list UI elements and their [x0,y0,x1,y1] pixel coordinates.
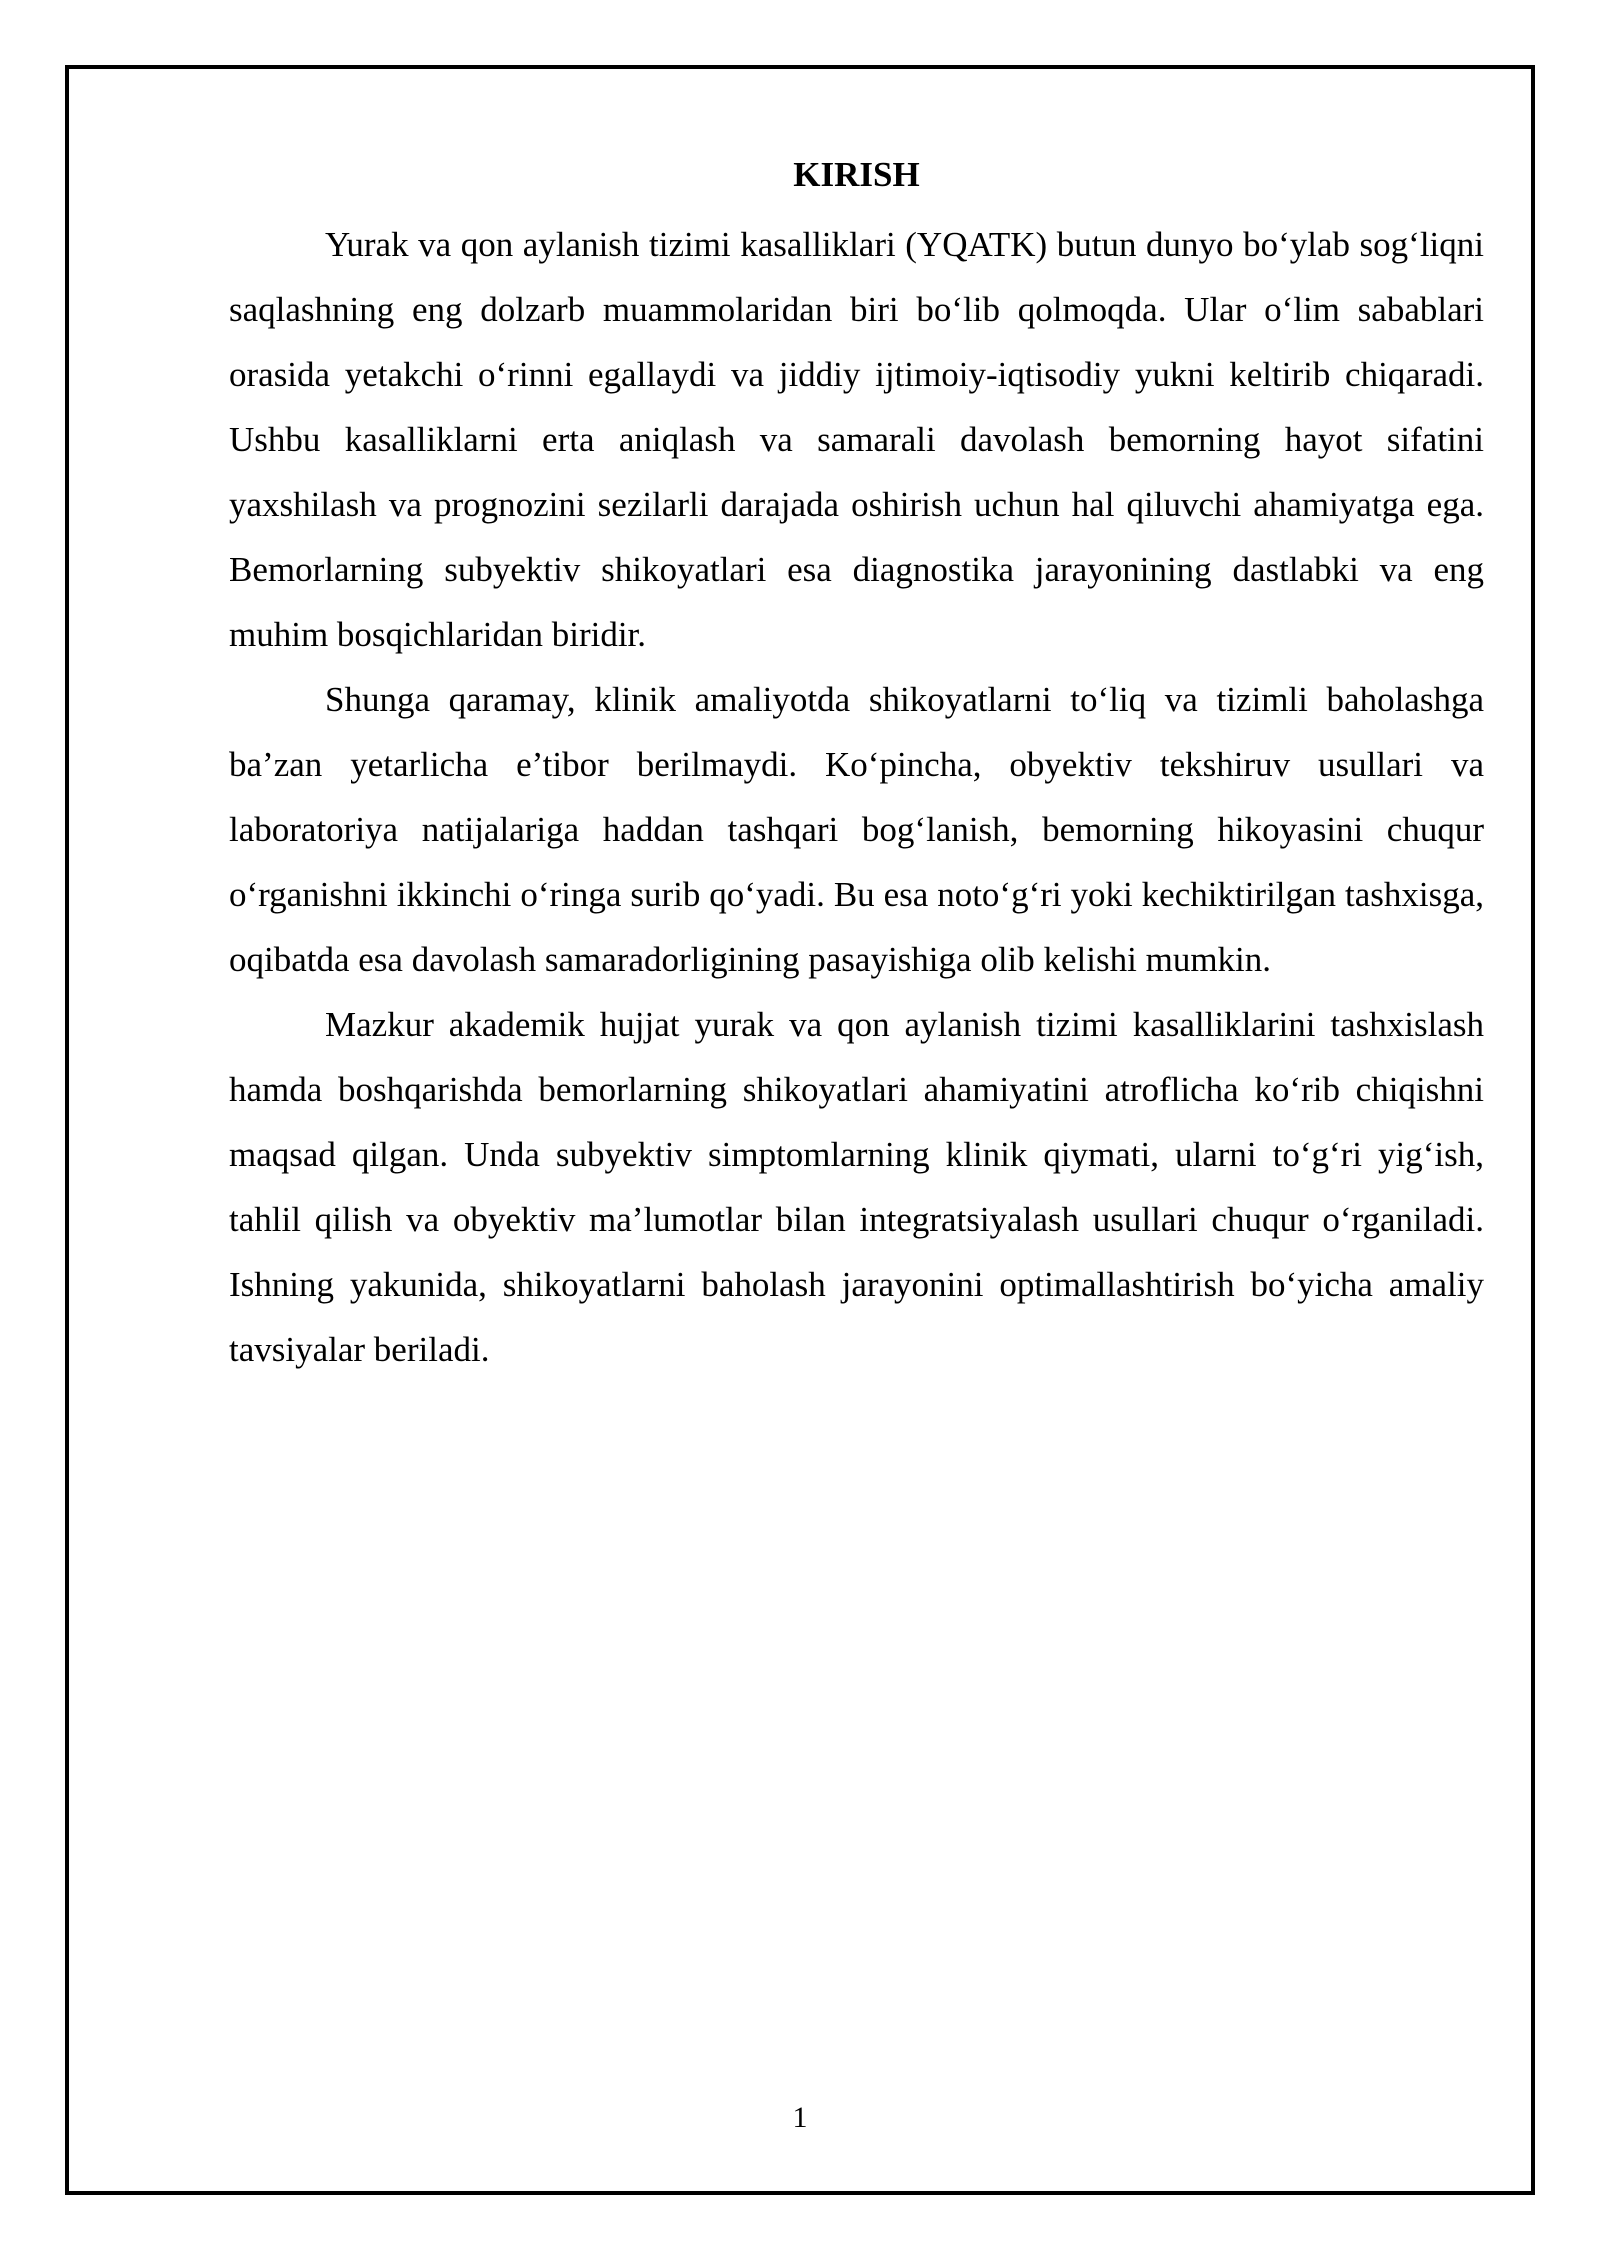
paragraph-1: Yurak va qon aylanish tizimi kasalliklari (YQATK) butun dunyo bo‘ylab sog‘liqni saqlashning eng dolzarb muammolaridan biri bo‘lib qolmoqda. Ular o‘lim sabablari orasida yetakchi o‘rinni egallaydi va jiddiy ijtimoiy-iqtisodiy yukni keltirib chiqaradi. Ushbu kasalliklarni erta aniqlash va samarali davolash bemorning hayot sifatini yaxshilash va prognozini sezilarli darajada oshirish uchun hal qiluvchi ahamiyatga ega. Bemorlarning subyektiv shikoyatlari esa diagnostika jarayonining dastlabki va eng muhim bosqichlaridan biridir. [229,225,1484,654]
paragraph-2: Shunga qaramay, klinik amaliyotda shikoyatlarni to‘liq va tizimli baholashga ba’zan yetarlicha e’tibor berilmaydi. Ko‘pincha, obyektiv tekshiruv usullari va laboratoriya natijalariga haddan tashqari bog‘lanish, bemorning hikoyasini chuqur o‘rganishni ikkinchi o‘ringa surib qo‘yadi. Bu esa noto‘g‘ri yoki kechiktirilgan tashxisga, oqibatda esa davolash samaradorligining pasayishiga olib kelishi mumkin. [229,680,1484,979]
page-title: KIRISH [793,155,920,194]
paragraph-3: Mazkur akademik hujjat yurak va qon aylanish tizimi kasalliklarini tashxislash hamda boshqarishda bemorlarning shikoyatlari ahamiyatini atroflicha ko‘rib chiqishni maqsad qilgan. Unda subyektiv simptomlarning klinik qiymati, ularni to‘g‘ri yig‘ish, tahlil qilish va obyektiv ma’lumotlar bilan integratsiyalash usullari chuqur o‘rganiladi. Ishning yakunida, shikoyatlarni baholash jarayonini optimallashtirish bo‘yicha amaliy tavsiyalar beriladi. [229,1005,1484,1369]
page-body [229,152,1484,1382]
page-number: 1 [792,2101,808,2134]
